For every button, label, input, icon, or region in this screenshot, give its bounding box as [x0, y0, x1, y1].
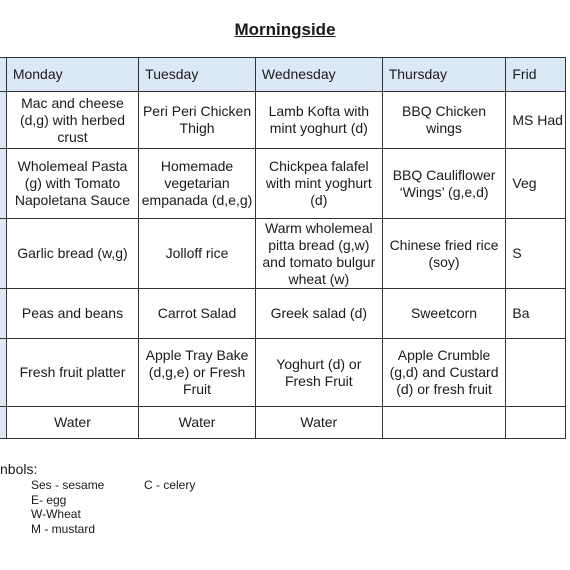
day-monday: Monday [6, 58, 138, 92]
menu-cell: Lamb Kofta with mint yoghurt (d) [255, 92, 382, 149]
legend-item: M - mustard [31, 522, 96, 536]
menu-cell: Fresh fruit platter [6, 339, 138, 407]
menu-cell: Peas and beans [6, 289, 138, 339]
menu-cell: Homemade vegetarian empanada (d,e,g) [139, 149, 256, 219]
page-title: Morningside [234, 20, 336, 39]
day-tuesday: Tuesday [139, 58, 256, 92]
legend-item: E- egg [31, 493, 67, 507]
menu-cell: Wholemeal Pasta (g) with Tomato Napoletana Sauce [6, 149, 138, 219]
days-header-row [0, 58, 566, 92]
legend-item: C - celery [144, 478, 196, 492]
menu-cell: Apple Crumble (g,d) and Custard (d) or fresh fruit [382, 339, 506, 407]
menu-cell: MS Had [506, 92, 566, 149]
menu-cell: Water [6, 407, 138, 439]
legend-title: nbols: [0, 461, 38, 477]
menu-cell: S [506, 219, 566, 289]
menu-cell: Water [255, 407, 382, 439]
menu-cell: Carrot Salad [139, 289, 256, 339]
menu-cell: Garlic bread (w,g) [6, 219, 138, 289]
table-row [0, 407, 566, 439]
table-row [0, 289, 566, 339]
legend-item: W-Wheat [31, 507, 81, 521]
menu-cell: Peri Peri Chicken Thigh [139, 92, 256, 149]
menu-cell: Mac and cheese (d,g) with herbed crust [6, 92, 138, 149]
menu-cell: Water [139, 407, 256, 439]
menu-cell: Yoghurt (d) or Fresh Fruit [255, 339, 382, 407]
menu-cell: Greek salad (d) [255, 289, 382, 339]
menu-cell: BBQ Cauliflower ‘Wings’ (g,e,d) [382, 149, 506, 219]
table-row [0, 339, 566, 407]
table-row [0, 219, 566, 289]
menu-cell: Sweetcorn [382, 289, 506, 339]
day-thursday: Thursday [382, 58, 506, 92]
menu-cell: Jolloff rice [139, 219, 256, 289]
table-row [0, 92, 566, 149]
menu-table [0, 57, 566, 439]
menu-cell [506, 407, 566, 439]
legend-item: Ses - sesame [31, 478, 105, 492]
menu-cell: Chickpea falafel with mint yoghurt (d) [255, 149, 382, 219]
menu-cell [382, 407, 506, 439]
day-wednesday: Wednesday [255, 58, 382, 92]
menu-cell: BBQ Chicken wings [382, 92, 506, 149]
menu-cell: Veg [506, 149, 566, 219]
menu-cell [506, 339, 566, 407]
day-friday: Frid [506, 58, 566, 92]
menu-cell: Chinese fried rice (soy) [382, 219, 506, 289]
table-row [0, 149, 566, 219]
menu-cell: Apple Tray Bake (d,g,e) or Fresh Fruit [139, 339, 256, 407]
menu-cell: Warm wholemeal pitta bread (g,w) and tomato bulgur wheat (w) [255, 219, 382, 289]
menu-cell: Ba [506, 289, 566, 339]
